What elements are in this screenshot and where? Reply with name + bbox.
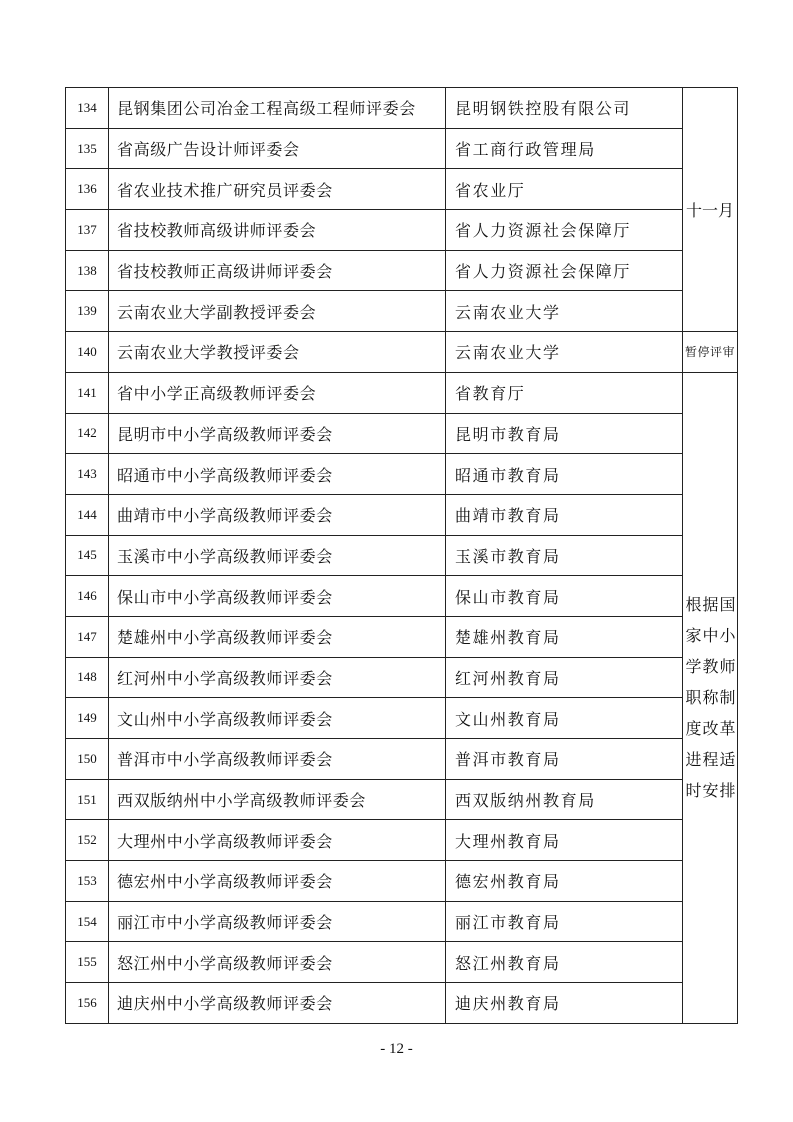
- table-row: [66, 332, 738, 373]
- committee-name: 红河州中小学高级教师评委会: [109, 657, 446, 698]
- table-row: [66, 88, 738, 129]
- organizing-unit: 云南农业大学: [446, 332, 683, 373]
- row-number: 155: [66, 942, 109, 983]
- committee-table: [65, 87, 738, 1024]
- organizing-unit: 省教育厅: [446, 372, 683, 413]
- row-number: 154: [66, 901, 109, 942]
- row-number: 156: [66, 983, 109, 1024]
- row-number: 137: [66, 210, 109, 251]
- organizing-unit: 省人力资源社会保障厅: [446, 250, 683, 291]
- row-number: 138: [66, 250, 109, 291]
- row-number: 152: [66, 820, 109, 861]
- table-row: [66, 739, 738, 780]
- row-number: 134: [66, 88, 109, 129]
- row-number: 145: [66, 535, 109, 576]
- organizing-unit: 云南农业大学: [446, 291, 683, 332]
- committee-name: 省技校教师高级讲师评委会: [109, 210, 446, 251]
- organizing-unit: 省工商行政管理局: [446, 128, 683, 169]
- table-row: [66, 983, 738, 1024]
- organizing-unit: 西双版纳州教育局: [446, 779, 683, 820]
- page-number: - 12 -: [380, 1041, 413, 1057]
- committee-name: 西双版纳州中小学高级教师评委会: [109, 779, 446, 820]
- row-number: 153: [66, 861, 109, 902]
- table-row: [66, 128, 738, 169]
- committee-name: 省中小学正高级教师评委会: [109, 372, 446, 413]
- table-row: [66, 291, 738, 332]
- row-number: 142: [66, 413, 109, 454]
- table-row: [66, 698, 738, 739]
- committee-name: 省高级广告设计师评委会: [109, 128, 446, 169]
- organizing-unit: 红河州教育局: [446, 657, 683, 698]
- committee-name: 保山市中小学高级教师评委会: [109, 576, 446, 617]
- table-row: [66, 820, 738, 861]
- committee-name: 大理州中小学高级教师评委会: [109, 820, 446, 861]
- organizing-unit: 曲靖市教育局: [446, 494, 683, 535]
- row-number: 150: [66, 739, 109, 780]
- organizing-unit: 大理州教育局: [446, 820, 683, 861]
- committee-name: 云南农业大学副教授评委会: [109, 291, 446, 332]
- organizing-unit: 保山市教育局: [446, 576, 683, 617]
- row-number: 147: [66, 616, 109, 657]
- table-row: [66, 576, 738, 617]
- committee-name: 云南农业大学教授评委会: [109, 332, 446, 373]
- committee-name: 普洱市中小学高级教师评委会: [109, 739, 446, 780]
- row-number: 143: [66, 454, 109, 495]
- organizing-unit: 楚雄州教育局: [446, 616, 683, 657]
- committee-name: 玉溪市中小学高级教师评委会: [109, 535, 446, 576]
- table-row: [66, 657, 738, 698]
- organizing-unit: 怒江州教育局: [446, 942, 683, 983]
- table-row: [66, 169, 738, 210]
- organizing-unit: 省人力资源社会保障厅: [446, 210, 683, 251]
- committee-name: 省技校教师正高级讲师评委会: [109, 250, 446, 291]
- committee-name: 省农业技术推广研究员评委会: [109, 169, 446, 210]
- row-number: 139: [66, 291, 109, 332]
- schedule-suspended: 暂停评审: [683, 332, 738, 373]
- row-number: 144: [66, 494, 109, 535]
- committee-name: 楚雄州中小学高级教师评委会: [109, 616, 446, 657]
- organizing-unit: 昆明市教育局: [446, 413, 683, 454]
- row-number: 136: [66, 169, 109, 210]
- committee-table-wrapper: [65, 87, 738, 1024]
- row-number: 135: [66, 128, 109, 169]
- schedule-teacher-reform: 根据国家中小学教师职称制度改革进程适时安排: [685, 595, 737, 801]
- organizing-unit: 省农业厅: [446, 169, 683, 210]
- row-number: 149: [66, 698, 109, 739]
- row-number: 140: [66, 332, 109, 373]
- table-row: [66, 779, 738, 820]
- organizing-unit: 德宏州教育局: [446, 861, 683, 902]
- organizing-unit: 丽江市教育局: [446, 901, 683, 942]
- table-row: [66, 901, 738, 942]
- table-row: [66, 861, 738, 902]
- table-row: [66, 454, 738, 495]
- row-number: 146: [66, 576, 109, 617]
- table-row: [66, 372, 738, 413]
- schedule-november: 十一月: [683, 88, 738, 332]
- table-row: [66, 535, 738, 576]
- organizing-unit: 普洱市教育局: [446, 739, 683, 780]
- committee-name: 怒江州中小学高级教师评委会: [109, 942, 446, 983]
- schedule-teacher-reform-cell: [683, 372, 738, 1023]
- committee-name: 昆钢集团公司冶金工程高级工程师评委会: [109, 88, 446, 129]
- table-row: [66, 494, 738, 535]
- organizing-unit: 迪庆州教育局: [446, 983, 683, 1024]
- organizing-unit: 文山州教育局: [446, 698, 683, 739]
- committee-name: 昭通市中小学高级教师评委会: [109, 454, 446, 495]
- table-row: [66, 413, 738, 454]
- row-number: 148: [66, 657, 109, 698]
- committee-name: 昆明市中小学高级教师评委会: [109, 413, 446, 454]
- table-row: [66, 942, 738, 983]
- committee-name: 迪庆州中小学高级教师评委会: [109, 983, 446, 1024]
- organizing-unit: 昭通市教育局: [446, 454, 683, 495]
- table-row: [66, 250, 738, 291]
- committee-name: 曲靖市中小学高级教师评委会: [109, 494, 446, 535]
- row-number: 141: [66, 372, 109, 413]
- table-row: [66, 616, 738, 657]
- row-number: 151: [66, 779, 109, 820]
- organizing-unit: 玉溪市教育局: [446, 535, 683, 576]
- committee-name: 德宏州中小学高级教师评委会: [109, 861, 446, 902]
- organizing-unit: 昆明钢铁控股有限公司: [446, 88, 683, 129]
- table-row: [66, 210, 738, 251]
- committee-name: 文山州中小学高级教师评委会: [109, 698, 446, 739]
- committee-name: 丽江市中小学高级教师评委会: [109, 901, 446, 942]
